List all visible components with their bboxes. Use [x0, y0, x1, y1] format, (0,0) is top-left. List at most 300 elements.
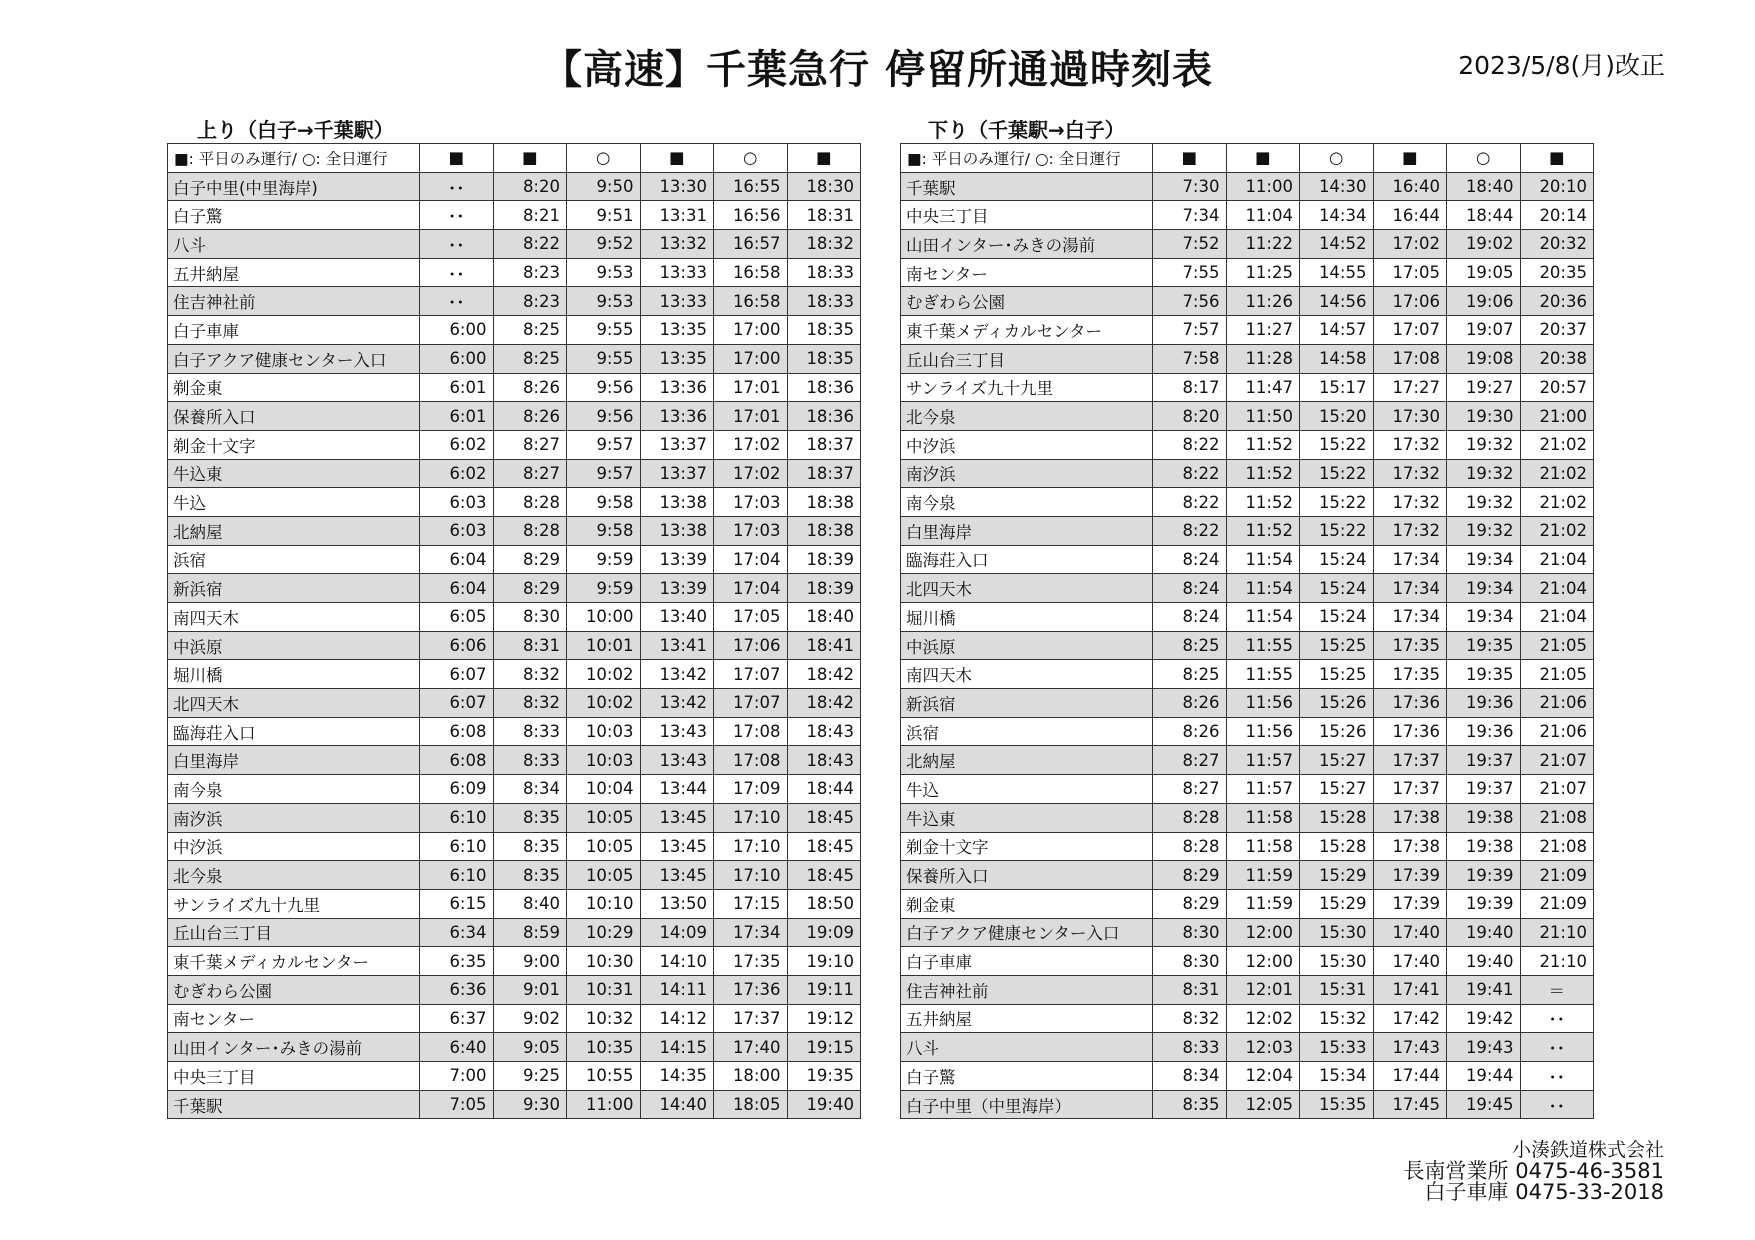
departure-time: 17:07 [714, 689, 788, 718]
departure-time: 7:56 [1153, 287, 1227, 316]
departure-time: 8:27 [493, 430, 567, 459]
departure-time: 18:36 [787, 373, 861, 402]
departure-time: 14:11 [640, 975, 714, 1004]
departure-time: ･･ [420, 258, 494, 287]
up-timetable [167, 143, 861, 1119]
departure-time: 15:24 [1300, 603, 1374, 632]
departure-time: ･･ [420, 201, 494, 230]
table-row [168, 172, 861, 201]
service-mark: ■ [787, 144, 861, 173]
departure-time: 6:10 [420, 861, 494, 890]
departure-time: 6:09 [420, 775, 494, 804]
departure-time: 10:05 [567, 861, 641, 890]
departure-time: 8:22 [1153, 488, 1227, 517]
departure-time: 19:11 [787, 975, 861, 1004]
departure-time: 18:38 [787, 488, 861, 517]
departure-time: 15:27 [1300, 746, 1374, 775]
departure-time: 8:24 [1153, 603, 1227, 632]
departure-time: 10:29 [567, 918, 641, 947]
stop-name: 浜宿 [901, 717, 1153, 746]
departure-time: 9:58 [567, 488, 641, 517]
departure-time: 21:05 [1520, 631, 1594, 660]
departure-time: 6:00 [420, 344, 494, 373]
service-mark: ■ [1153, 144, 1227, 173]
departure-time: 20:14 [1520, 201, 1594, 230]
departure-time: 8:33 [493, 717, 567, 746]
departure-time: 14:56 [1300, 287, 1374, 316]
table-row [168, 918, 861, 947]
departure-time: 13:35 [640, 316, 714, 345]
table-row [901, 689, 1594, 718]
table-row [901, 258, 1594, 287]
departure-time: 10:55 [567, 1062, 641, 1091]
table-row [901, 775, 1594, 804]
departure-time: 15:20 [1300, 402, 1374, 431]
departure-time: 8:25 [493, 344, 567, 373]
table-row [168, 258, 861, 287]
departure-time: 9:57 [567, 459, 641, 488]
table-row [901, 459, 1594, 488]
departure-time: 6:06 [420, 631, 494, 660]
departure-time: 11:54 [1226, 545, 1300, 574]
departure-time: 16:58 [714, 287, 788, 316]
departure-time: 10:10 [567, 889, 641, 918]
departure-time: 7:34 [1153, 201, 1227, 230]
departure-time: ＝ [1520, 975, 1594, 1004]
stop-name: 白子驚 [168, 201, 420, 230]
stop-name: むぎわら公園 [168, 975, 420, 1004]
departure-time: 19:12 [787, 1004, 861, 1033]
departure-time: 15:22 [1300, 459, 1374, 488]
departure-time: 19:34 [1447, 545, 1521, 574]
table-row [901, 889, 1594, 918]
departure-time: 6:03 [420, 516, 494, 545]
departure-time: 11:58 [1226, 832, 1300, 861]
stop-name: 北今泉 [901, 402, 1153, 431]
table-row [168, 1062, 861, 1091]
stop-name: 住吉神社前 [901, 975, 1153, 1004]
departure-time: 8:22 [1153, 430, 1227, 459]
departure-time: 8:34 [493, 775, 567, 804]
departure-time: 15:31 [1300, 975, 1374, 1004]
departure-time: 11:59 [1226, 861, 1300, 890]
departure-time: 8:23 [493, 287, 567, 316]
departure-time: 17:41 [1373, 975, 1447, 1004]
table-row [901, 402, 1594, 431]
table-row [168, 631, 861, 660]
departure-time: 17:35 [714, 947, 788, 976]
stop-name: 中央三丁目 [901, 201, 1153, 230]
stop-name: サンライズ九十九里 [168, 889, 420, 918]
departure-time: 11:54 [1226, 574, 1300, 603]
departure-time: 12:05 [1226, 1090, 1300, 1119]
stop-name: 北納屋 [901, 746, 1153, 775]
departure-time: 19:32 [1447, 459, 1521, 488]
stop-name: 白里海岸 [901, 516, 1153, 545]
departure-time: 11:28 [1226, 344, 1300, 373]
departure-time: 17:37 [1373, 746, 1447, 775]
departure-time: 8:28 [1153, 803, 1227, 832]
departure-time: 17:38 [1373, 832, 1447, 861]
departure-time: 19:40 [1447, 947, 1521, 976]
departure-time: 17:34 [1373, 574, 1447, 603]
departure-time: 19:36 [1447, 689, 1521, 718]
departure-time: 21:04 [1520, 545, 1594, 574]
departure-time: 9:00 [493, 947, 567, 976]
departure-time: 21:10 [1520, 918, 1594, 947]
departure-time: 8:22 [1153, 459, 1227, 488]
stop-name: 白子中里(中里海岸) [168, 172, 420, 201]
stop-name: 南センター [901, 258, 1153, 287]
departure-time: 11:52 [1226, 488, 1300, 517]
departure-time: 13:50 [640, 889, 714, 918]
table-row [168, 975, 861, 1004]
stop-name: 北納屋 [168, 516, 420, 545]
table-row [901, 430, 1594, 459]
departure-time: 12:00 [1226, 947, 1300, 976]
table-row [901, 1033, 1594, 1062]
departure-time: 6:03 [420, 488, 494, 517]
departure-time: 19:09 [787, 918, 861, 947]
departure-time: 21:02 [1520, 459, 1594, 488]
departure-time: 15:24 [1300, 574, 1374, 603]
departure-time: 17:43 [1373, 1033, 1447, 1062]
table-row [168, 746, 861, 775]
departure-time: 19:36 [1447, 717, 1521, 746]
departure-time: 20:10 [1520, 172, 1594, 201]
departure-time: 10:03 [567, 717, 641, 746]
departure-time: 8:29 [493, 574, 567, 603]
stop-name: 中汐浜 [901, 430, 1153, 459]
depot-contact: 白子車庫 0475-33-2018 [1424, 1180, 1664, 1204]
departure-time: 19:06 [1447, 287, 1521, 316]
departure-time: 18:38 [787, 516, 861, 545]
departure-time: 9:59 [567, 545, 641, 574]
table-row [901, 918, 1594, 947]
departure-time: 6:05 [420, 603, 494, 632]
departure-time: 19:37 [1447, 775, 1521, 804]
stop-name: 丘山台三丁目 [901, 344, 1153, 373]
table-row [168, 574, 861, 603]
departure-time: 8:27 [493, 459, 567, 488]
stop-name: 白里海岸 [168, 746, 420, 775]
departure-time: 17:03 [714, 516, 788, 545]
stop-name: 八斗 [168, 230, 420, 259]
departure-time: 8:59 [493, 918, 567, 947]
departure-time: 8:30 [493, 603, 567, 632]
departure-time: 9:50 [567, 172, 641, 201]
departure-time: 6:02 [420, 430, 494, 459]
departure-time: 6:36 [420, 975, 494, 1004]
stop-name: 北四天木 [901, 574, 1153, 603]
departure-time: 15:24 [1300, 545, 1374, 574]
departure-time: 18:39 [787, 574, 861, 603]
stop-name: 白子アクア健康センター入口 [168, 344, 420, 373]
table-row [901, 287, 1594, 316]
stop-name: 牛込東 [901, 803, 1153, 832]
departure-time: 21:06 [1520, 717, 1594, 746]
stop-name: サンライズ九十九里 [901, 373, 1153, 402]
stop-name: 白子中里（中里海岸） [901, 1090, 1153, 1119]
departure-time: 15:26 [1300, 689, 1374, 718]
departure-time: 15:26 [1300, 717, 1374, 746]
departure-time: 17:02 [1373, 230, 1447, 259]
departure-time: 13:45 [640, 832, 714, 861]
departure-time: 21:05 [1520, 660, 1594, 689]
departure-time: 14:57 [1300, 316, 1374, 345]
departure-time: 13:45 [640, 803, 714, 832]
departure-time: 17:03 [714, 488, 788, 517]
departure-time: 15:34 [1300, 1062, 1374, 1091]
departure-time: 20:36 [1520, 287, 1594, 316]
departure-time: 12:00 [1226, 918, 1300, 947]
departure-time: 17:39 [1373, 889, 1447, 918]
stop-name: 白子アクア健康センター入口 [901, 918, 1153, 947]
departure-time: 18:42 [787, 689, 861, 718]
departure-time: 13:37 [640, 430, 714, 459]
departure-time: 17:39 [1373, 861, 1447, 890]
departure-time: 19:42 [1447, 1004, 1521, 1033]
departure-time: 8:40 [493, 889, 567, 918]
departure-time: 19:40 [1447, 918, 1521, 947]
departure-time: 6:34 [420, 918, 494, 947]
departure-time: 11:55 [1226, 660, 1300, 689]
table-row [168, 660, 861, 689]
stop-name: 千葉駅 [168, 1090, 420, 1119]
departure-time: 8:26 [493, 402, 567, 431]
stop-name: 東千葉メディカルセンター [168, 947, 420, 976]
departure-time: 6:40 [420, 1033, 494, 1062]
departure-time: 19:38 [1447, 803, 1521, 832]
departure-time: ･･ [1520, 1033, 1594, 1062]
departure-time: 9:25 [493, 1062, 567, 1091]
departure-time: 19:38 [1447, 832, 1521, 861]
stop-name: 南汐浜 [168, 803, 420, 832]
departure-time: 17:27 [1373, 373, 1447, 402]
departure-time: 19:37 [1447, 746, 1521, 775]
departure-time: 10:00 [567, 603, 641, 632]
stop-name: 堀川橋 [168, 660, 420, 689]
departure-time: 17:40 [1373, 947, 1447, 976]
stop-name: 臨海荘入口 [168, 717, 420, 746]
service-mark: ○ [1300, 144, 1374, 173]
departure-time: 19:30 [1447, 402, 1521, 431]
departure-time: 11:50 [1226, 402, 1300, 431]
table-row [901, 660, 1594, 689]
departure-time: 17:07 [1373, 316, 1447, 345]
departure-time: 18:35 [787, 344, 861, 373]
stop-name: 丘山台三丁目 [168, 918, 420, 947]
table-row [168, 344, 861, 373]
departure-time: 8:31 [1153, 975, 1227, 1004]
departure-time: 13:36 [640, 373, 714, 402]
departure-time: 9:51 [567, 201, 641, 230]
departure-time: 9:59 [567, 574, 641, 603]
departure-time: 21:08 [1520, 803, 1594, 832]
departure-time: 20:37 [1520, 316, 1594, 345]
table-row [901, 631, 1594, 660]
company-name: 小湊鉄道株式会社 [1511, 1139, 1664, 1161]
table-row [168, 430, 861, 459]
table-row [168, 459, 861, 488]
table-row [901, 947, 1594, 976]
table-row [168, 230, 861, 259]
departure-time: 20:32 [1520, 230, 1594, 259]
departure-time: 14:30 [1300, 172, 1374, 201]
departure-time: 19:27 [1447, 373, 1521, 402]
revision-date: 2023/5/8(月)改正 [1458, 51, 1665, 80]
service-mark: ■ [420, 144, 494, 173]
departure-time: ･･ [420, 287, 494, 316]
departure-time: 13:37 [640, 459, 714, 488]
departure-time: 7:57 [1153, 316, 1227, 345]
stop-name: 浜宿 [168, 545, 420, 574]
departure-time: 8:32 [493, 660, 567, 689]
stop-name: 剃金十文字 [901, 832, 1153, 861]
stop-name: 牛込 [168, 488, 420, 517]
departure-time: 11:25 [1226, 258, 1300, 287]
departure-time: 17:32 [1373, 459, 1447, 488]
service-mark: ■ [1520, 144, 1594, 173]
departure-time: 21:04 [1520, 574, 1594, 603]
stop-name: 北今泉 [168, 861, 420, 890]
departure-time: 11:54 [1226, 603, 1300, 632]
departure-time: 16:55 [714, 172, 788, 201]
departure-time: 17:34 [1373, 603, 1447, 632]
departure-time: 8:20 [493, 172, 567, 201]
table-row [168, 488, 861, 517]
stop-name: 新浜宿 [168, 574, 420, 603]
table-row [901, 488, 1594, 517]
stop-name: 中央三丁目 [168, 1062, 420, 1091]
departure-time: 8:26 [1153, 717, 1227, 746]
table-row [901, 746, 1594, 775]
departure-time: 11:00 [567, 1090, 641, 1119]
departure-time: 21:10 [1520, 947, 1594, 976]
departure-time: 7:58 [1153, 344, 1227, 373]
departure-time: 10:32 [567, 1004, 641, 1033]
departure-time: 17:06 [714, 631, 788, 660]
departure-time: 14:15 [640, 1033, 714, 1062]
departure-time: 10:04 [567, 775, 641, 804]
departure-time: 17:32 [1373, 488, 1447, 517]
departure-time: 8:30 [1153, 947, 1227, 976]
table-row [901, 373, 1594, 402]
table-row [901, 516, 1594, 545]
departure-time: 8:35 [493, 803, 567, 832]
departure-time: 13:36 [640, 402, 714, 431]
table-row [168, 201, 861, 230]
departure-time: 11:47 [1226, 373, 1300, 402]
departure-time: 11:04 [1226, 201, 1300, 230]
departure-time: 7:52 [1153, 230, 1227, 259]
departure-time: 11:26 [1226, 287, 1300, 316]
departure-time: 16:44 [1373, 201, 1447, 230]
departure-time: 13:42 [640, 660, 714, 689]
stop-name: 牛込 [901, 775, 1153, 804]
departure-time: 18:39 [787, 545, 861, 574]
down-timetable [900, 143, 1594, 1119]
departure-time: 15:27 [1300, 775, 1374, 804]
departure-time: 11:22 [1226, 230, 1300, 259]
stop-name: 五井納屋 [168, 258, 420, 287]
departure-time: 9:53 [567, 287, 641, 316]
departure-time: 6:15 [420, 889, 494, 918]
departure-time: 21:04 [1520, 603, 1594, 632]
legend-label: ■: 平日のみ運行/ ○: 全日運行 [901, 144, 1153, 173]
departure-time: 13:40 [640, 603, 714, 632]
departure-time: 15:30 [1300, 918, 1374, 947]
stop-name: 北四天木 [168, 689, 420, 718]
table-row [901, 717, 1594, 746]
departure-time: 8:29 [1153, 889, 1227, 918]
departure-time: 18:37 [787, 459, 861, 488]
legend-label: ■: 平日のみ運行/ ○: 全日運行 [168, 144, 420, 173]
departure-time: 19:05 [1447, 258, 1521, 287]
departure-time: 17:32 [1373, 430, 1447, 459]
departure-time: 10:02 [567, 660, 641, 689]
stop-name: 南四天木 [168, 603, 420, 632]
table-row [168, 775, 861, 804]
service-mark: ■ [1373, 144, 1447, 173]
departure-time: 14:52 [1300, 230, 1374, 259]
departure-time: 13:31 [640, 201, 714, 230]
departure-time: 18:05 [714, 1090, 788, 1119]
departure-time: 19:35 [1447, 660, 1521, 689]
departure-time: 21:07 [1520, 746, 1594, 775]
departure-time: 17:05 [714, 603, 788, 632]
departure-time: 18:33 [787, 258, 861, 287]
departure-time: 14:35 [640, 1062, 714, 1091]
departure-time: 12:01 [1226, 975, 1300, 1004]
table-row [901, 803, 1594, 832]
departure-time: 9:53 [567, 258, 641, 287]
departure-time: 7:55 [1153, 258, 1227, 287]
service-mark: ○ [567, 144, 641, 173]
departure-time: 9:01 [493, 975, 567, 1004]
departure-time: 17:38 [1373, 803, 1447, 832]
departure-time: 9:58 [567, 516, 641, 545]
departure-time: 18:35 [787, 316, 861, 345]
departure-time: 17:35 [1373, 660, 1447, 689]
page-title: 【高速】千葉急行 停留所通過時刻表 [542, 47, 1213, 93]
departure-time: 10:05 [567, 803, 641, 832]
departure-time: 6:04 [420, 574, 494, 603]
departure-time: 17:00 [714, 344, 788, 373]
departure-time: 8:25 [493, 316, 567, 345]
departure-time: 14:34 [1300, 201, 1374, 230]
departure-time: 15:22 [1300, 516, 1374, 545]
table-row [901, 603, 1594, 632]
departure-time: 10:02 [567, 689, 641, 718]
departure-time: 19:34 [1447, 574, 1521, 603]
departure-time: 18:43 [787, 717, 861, 746]
departure-time: 18:44 [787, 775, 861, 804]
departure-time: 6:00 [420, 316, 494, 345]
departure-time: 13:39 [640, 574, 714, 603]
departure-time: 10:01 [567, 631, 641, 660]
departure-time: 8:29 [1153, 861, 1227, 890]
service-mark: ○ [714, 144, 788, 173]
departure-time: 17:10 [714, 803, 788, 832]
departure-time: 17:08 [1373, 344, 1447, 373]
table-row [168, 1004, 861, 1033]
departure-time: 8:20 [1153, 402, 1227, 431]
departure-time: 18:42 [787, 660, 861, 689]
departure-time: 15:22 [1300, 488, 1374, 517]
up-direction-label: 上り（白子→千葉駅） [197, 118, 394, 142]
departure-time: 10:05 [567, 832, 641, 861]
